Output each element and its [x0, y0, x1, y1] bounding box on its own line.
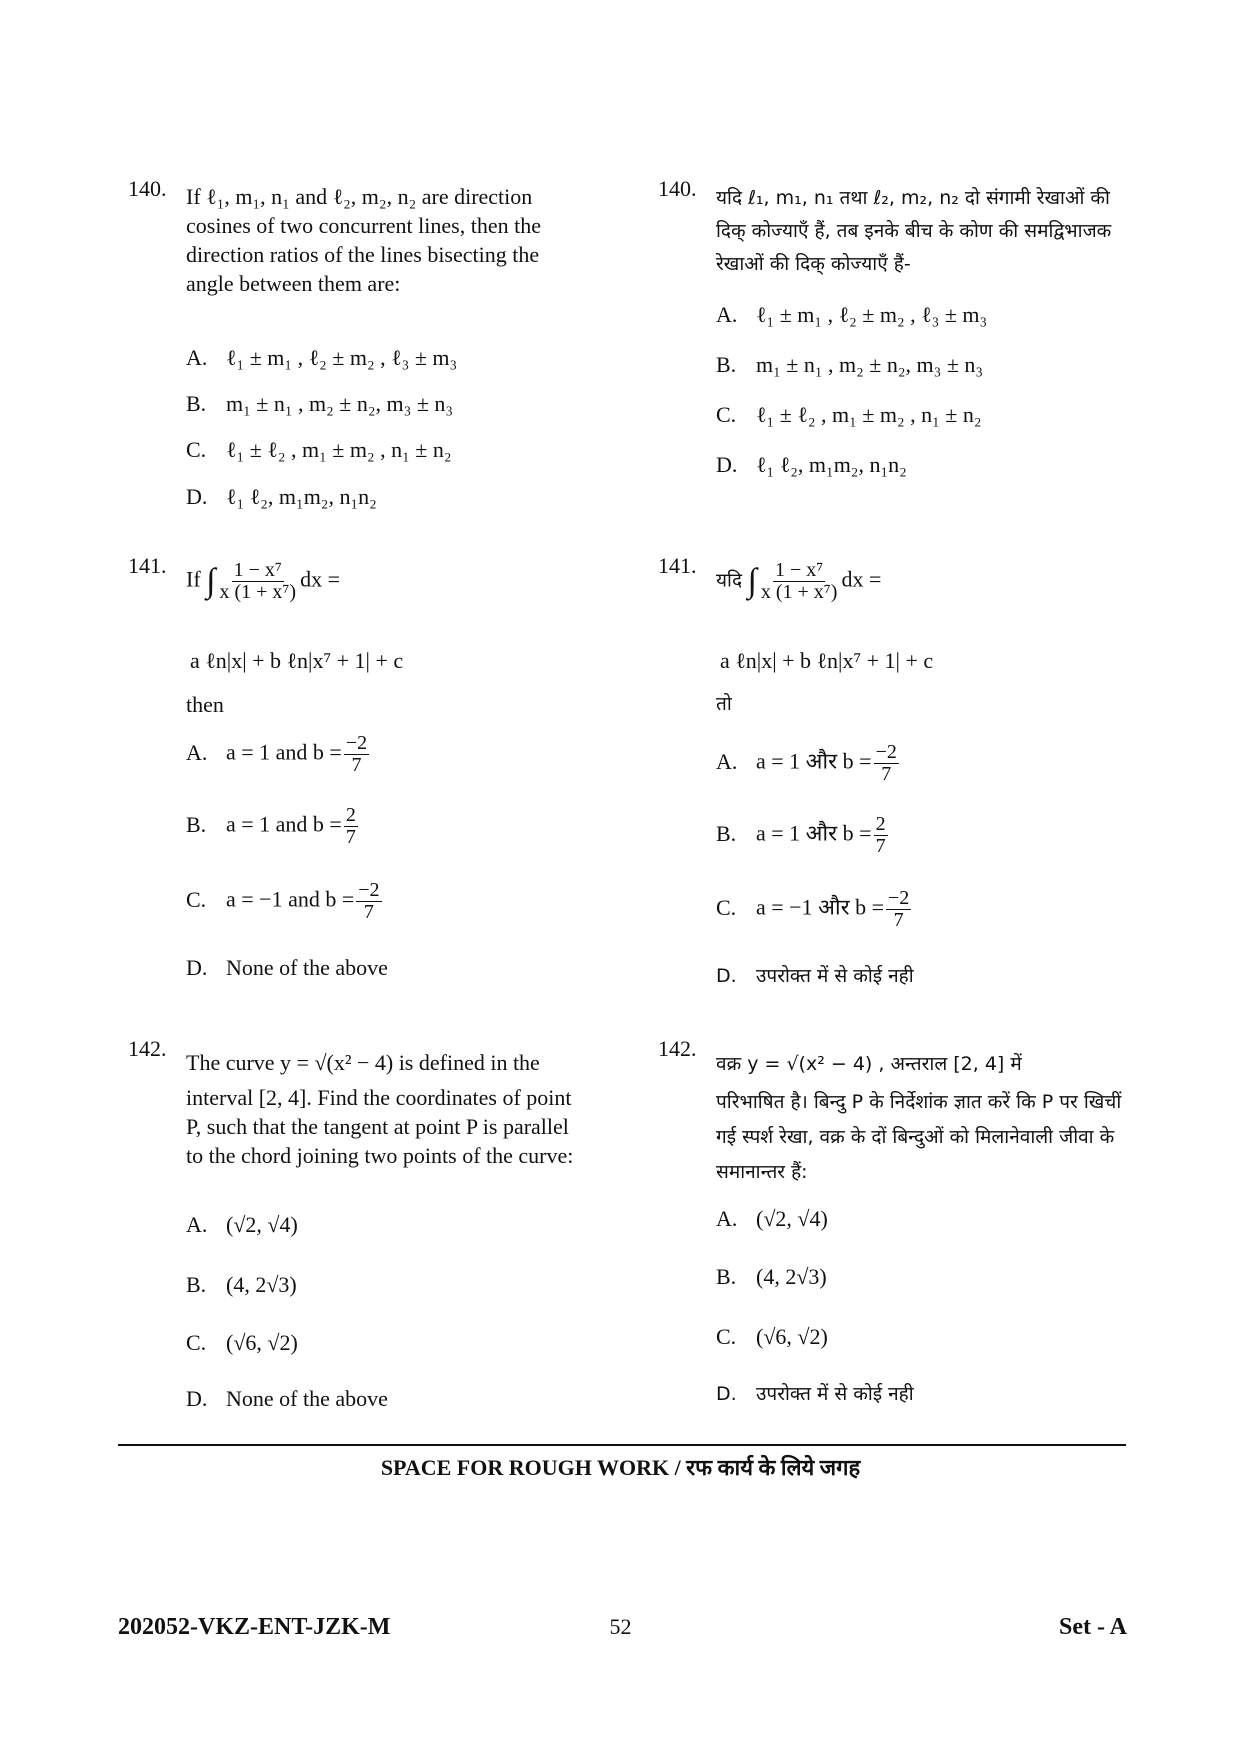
q141-option-c-en: C. a = −1 and b = $\frac{-2}{7}$ — [186, 879, 380, 923]
rough-work-heading: SPACE FOR ROUGH WORK / रफ कार्य के लिये जगह — [380, 1455, 861, 1480]
q142-option-b-en: B. (4, 2√3) — [186, 1272, 297, 1297]
q141-number-hi: 141. — [658, 553, 697, 578]
q140-option-d-en: D. ℓ₁ ℓ₂, m₁m₂, n₁n₂ — [186, 484, 377, 509]
q140-option-c-en: C. ℓ₁ ± ℓ₂ , m₁ ± m₂ , n₁ ± n₂ — [186, 437, 452, 462]
q141-then-hi: तो — [716, 693, 732, 715]
q141-option-d-en: D. None of the above — [186, 955, 388, 980]
paper-code: 202052-VKZ-ENT-JZK-M — [118, 1614, 391, 1640]
q142-number-en: 142. — [128, 1036, 167, 1061]
q142-option-c-en: C. (√6, √2) — [186, 1330, 298, 1355]
q140-option-a-en: A. ℓ₁ ± m₁ , ℓ₂ ± m₂ , ℓ₃ ± m₃ — [186, 345, 458, 370]
q142-option-a-hi: A. (√2, √4) — [716, 1206, 828, 1231]
q142-option-a-en: A. (√2, √4) — [186, 1212, 298, 1237]
q141-option-b-en: B. a = 1 and b = $\frac{2}{7}$ — [186, 804, 356, 848]
q140-stem-hi: यदि ℓ₁, m₁, n₁ तथा ℓ₂, m₂, n₂ दो संगामी रेखाओं की दिक् कोज्याएँ हैं, तब इनके बीच के कोण की समद्विभाजक रेखाओं की दिक् कोज्याएँ हैं- — [716, 187, 1112, 275]
q142-stem-rest-hi: परिभाषित है। बिन्दु P के निर्देशांक ज्ञात करें कि P पर खिचीं गई स्पर्श रेखा, वक्र के दों बिन्दुओं को मिलानेवाली जीवा के समानान्तर हैं: — [716, 1091, 1122, 1183]
q142-option-d-en: D. None of the above — [186, 1386, 388, 1411]
page-number: 52 — [609, 1614, 632, 1639]
q141-option-d-hi: D. उपरोक्त में से कोई नही — [716, 965, 914, 987]
q142-option-c-hi: C. (√6, √2) — [716, 1324, 828, 1349]
q141-option-b-hi: B. a = 1 और b = $\frac{2}{7}$ — [716, 813, 886, 857]
q141-then-en: then — [186, 692, 224, 717]
q141-option-a-en: A. a = 1 and b = $\frac{-2}{7}$ — [186, 732, 368, 776]
set-label: Set - A — [1059, 1614, 1127, 1640]
q141-option-c-hi: C. a = −1 और b = $\frac{-2}{7}$ — [716, 887, 910, 931]
q140-option-c-hi: C. ℓ₁ ± ℓ₂ , m₁ ± m₂ , n₁ ± n₂ — [716, 402, 982, 427]
q142-number-hi: 142. — [658, 1036, 697, 1061]
q142-option-d-hi: D. उपरोक्त में से कोई नही — [716, 1383, 914, 1405]
q140-option-b-hi: B. m₁ ± n₁ , m₂ ± n₂, m₃ ± n₃ — [716, 352, 984, 377]
q140-option-b-en: B. m₁ ± n₁ , m₂ ± n₂, m₃ ± n₃ — [186, 391, 454, 416]
q140-stem-en: If ℓ₁, m₁, n₁ and ℓ₂, m₂, n₂ are direction cosines of two concurrent lines, then the direction ratios of the lines bisecting the angle between them are: — [186, 184, 541, 296]
q141-rhs-hi: a ℓn|x| + b ℓn|x⁷ + 1| + c — [720, 648, 934, 673]
rough-work-divider — [118, 1444, 1126, 1446]
q140-option-a-hi: A. ℓ₁ ± m₁ , ℓ₂ ± m₂ , ℓ₃ ± m₃ — [716, 302, 988, 327]
q140-number-hi: 140. — [658, 176, 697, 201]
q141-integral-hi: यदि ∫ $\frac{\text{1 − x⁷}}{\text{x (1 + x⁷)}}$ dx = — [716, 559, 882, 603]
q142-stem-line1-hi: वक्र y = √(x² − 4) , अन्तराल [2, 4] में — [716, 1053, 1022, 1075]
q141-integral-en: If ∫ $\frac{\text{1 − x⁷}}{\text{x (1 + x⁷)}}$ dx = — [186, 559, 340, 603]
q140-option-d-hi: D. ℓ₁ ℓ₂, m₁m₂, n₁n₂ — [716, 452, 907, 477]
q142-stem-rest-en: interval [2, 4]. Find the coordinates of point P, such that the tangent at point P is parallel to the chord joining two points of the curve: — [186, 1085, 574, 1168]
q141-option-a-hi: A. a = 1 और b = $\frac{-2}{7}$ — [716, 741, 897, 785]
q142-stem-line1-en: The curve y = √(x² − 4) is defined in the — [186, 1050, 540, 1075]
q140-number-en: 140. — [128, 176, 167, 201]
q141-number-en: 141. — [128, 553, 167, 578]
q142-option-b-hi: B. (4, 2√3) — [716, 1264, 827, 1289]
q141-rhs-en: a ℓn|x| + b ℓn|x⁷ + 1| + c — [190, 648, 404, 673]
